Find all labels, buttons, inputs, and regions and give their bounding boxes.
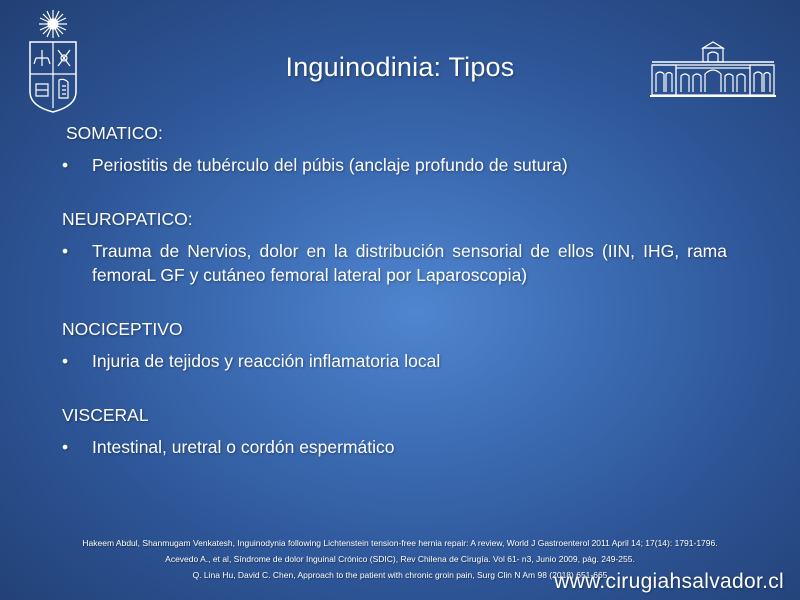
bullet-item	[62, 349, 727, 373]
section-nociceptivo	[62, 318, 727, 373]
section-somatico	[62, 122, 727, 177]
bullet-item	[62, 239, 727, 287]
section-heading: SOMATICO:	[66, 123, 163, 143]
section-visceral	[62, 404, 727, 459]
section-heading: VISCERAL	[62, 405, 149, 425]
section-neuropatico	[62, 208, 727, 287]
bullet-text: Trauma de Nervios, dolor en la distribución sensorial de ellos (IIN, IHG, rama femoraL GF y cutáneo femoral lateral por Laparoscopia)	[92, 241, 727, 285]
bullet-item	[62, 435, 727, 459]
section-heading: NOCICEPTIVO	[62, 319, 183, 339]
bullet-symbol: •	[62, 241, 69, 261]
bullet-symbol: •	[62, 155, 69, 175]
section-heading: NEUROPATICO:	[62, 209, 193, 229]
website-footer: www.cirugiahsalvador.cl	[554, 570, 784, 593]
reference-item: Q. Lina Hu, David C. Chen, Approach to the patient with chronic groin pain, Surg Clin N Am 98 (2018) 651-665	[192, 570, 608, 580]
bullet-symbol: •	[62, 437, 69, 457]
bullet-item	[62, 153, 727, 177]
slide-content	[62, 122, 727, 490]
reference-item: Acevedo A., et al, Síndrome de dolor Inguinal Crónico (SDIC), Rev Chilena de Cirugía. Vol 61- n3, Junio 2009, pág. 249-255.	[165, 554, 635, 564]
bullet-symbol: •	[62, 351, 69, 371]
reference-item: Hakeem Abdul, Shanmugam Venkatesh, Inguinodynia following Lichtenstein tension-free hernia repair: A review, World J Gastroenterol 2011 April 14; 17(14): 1791-1796.	[82, 538, 718, 548]
bullet-text: Periostitis de tubérculo del púbis (anclaje profundo de sutura)	[92, 155, 568, 175]
bullet-text: Intestinal, uretral o cordón espermático	[92, 437, 395, 457]
slide-title: Inguinodinia: Tipos	[285, 52, 515, 82]
bullet-text: Injuria de tejidos y reacción inflamatoria local	[92, 351, 441, 371]
